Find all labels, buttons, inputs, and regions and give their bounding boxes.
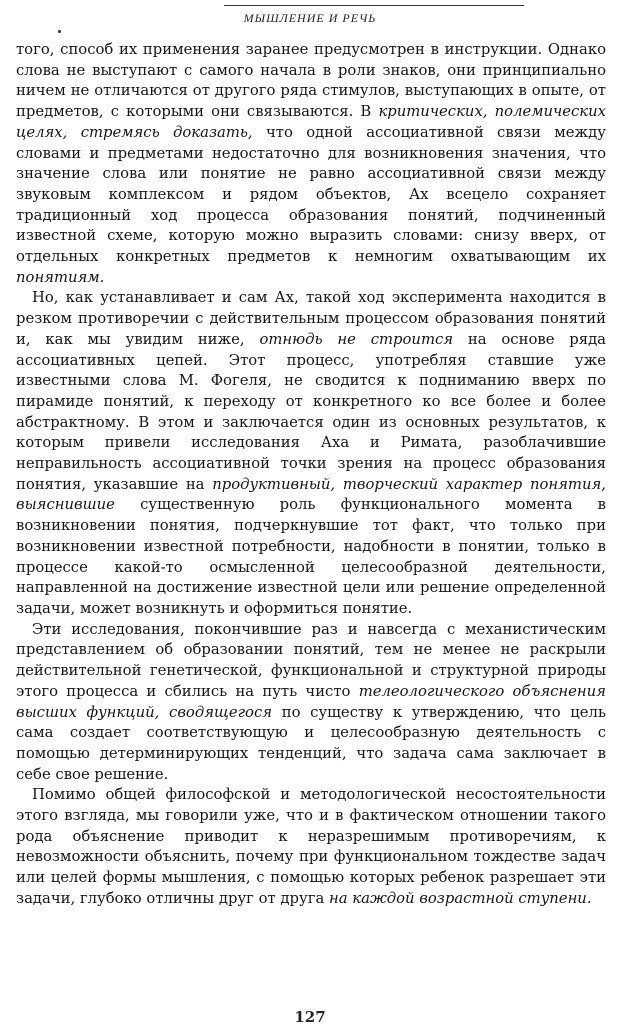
running-head: МЫШЛЕНИЕ И РЕЧЬ [243,11,377,25]
text-segment: Эти исследования, покончившие раз и навсегда с механистическим представлением об образовании понятий, тем не менее не раскрыли действительной генетической, функциональной и структурной природы этого процесса и сбились на путь чисто [16,620,606,700]
text-segment: существенную роль функционального момента в возникновении понятия, подчеркнувшие тот факт, что только при возникновении известной потребности, надобности в понятии, только в процессе какой-то осмысленной целесообразной деятельности, направленной на достижение известной цели или решение определенной задачи, может возникнуть и оформиться понятие. [16,496,606,617]
italic-text-segment: критических, полемических целях, стремясь доказать, [16,103,607,141]
paragraph [16,288,606,619]
text-segment: по существу к утверждению, что цель сама создает соответствующую и целесообразную деятельность с помощью детерминирующих тенденций, что задача сама заключает в себе свое решение. [16,703,607,783]
ink-speck [58,30,61,33]
italic-text-segment: на каждой возрастной ступени. [329,889,592,907]
text-segment: что одной ассоциативной связи между словами и предметами недостаточно для возникновения значения, что значение слова или понятие не равно ассоциативной связи между звуковым комплексом и рядом объектов, Ах всецело сохраняет традиционный ход процесса образования понятий, подчиненный известной схеме, которую можно выразить словами: снизу вверх, от отдельных конкретных предметов к немногим охватывающим их [16,123,606,266]
paragraph [16,620,606,786]
text-segment: того, способ их применения заранее предусмотрен в инструкции. Однако слова не выступают с самого начала в роли знаков, они принципиально ничем не отличаются от другого ряда стимулов, выступающих в опыте, от предметов, с которыми они связываются. В [16,41,606,121]
text-segment: на основе ряда ассоциативных цепей. Этот процесс, употребляя ставшие уже известными слова М. Фогеля, не сводится к подниманию вверх по пирамиде понятий, к переходу от конкретного ко все более и более абстрактному. В этом и заключается один из основных результатов, к которым привели исследования Аха и Римата, разоблачившие неправильность ассоциативной точки зрения на процесс образования понятия, указавшие на [16,330,607,493]
paragraph [16,785,606,909]
italic-text-segment: понятиям. [16,268,105,286]
body-text [16,40,606,910]
text-segment: Помимо общей философской и методологической несостоятельности этого взгляда, мы говорили уже, что и в фактическом отношении такого рода объяснение приводит к неразрешимым противоречиям, к невозможности объяснить, почему при функциональном тождестве задач или целей формы мышления, с помощью которых ребенок разрешает эти задачи, глубоко отличны друг от друга [16,786,606,907]
text-segment: Но, как устанавливает и сам Ах, такой ход эксперимента находится в резком противоречии с действительным процессом образования понятий и, как мы увидим ниже, [16,289,606,348]
italic-text-segment: отнюдь не строится [259,330,454,348]
header-rule [224,5,524,6]
paragraph [16,40,606,288]
page-number: 127 [294,1008,326,1026]
italic-text-segment: телеологического объяснения высших функций, сводящегося [16,682,606,721]
italic-text-segment: продуктивный, творческий характер понятия, выяснившие [16,475,606,514]
